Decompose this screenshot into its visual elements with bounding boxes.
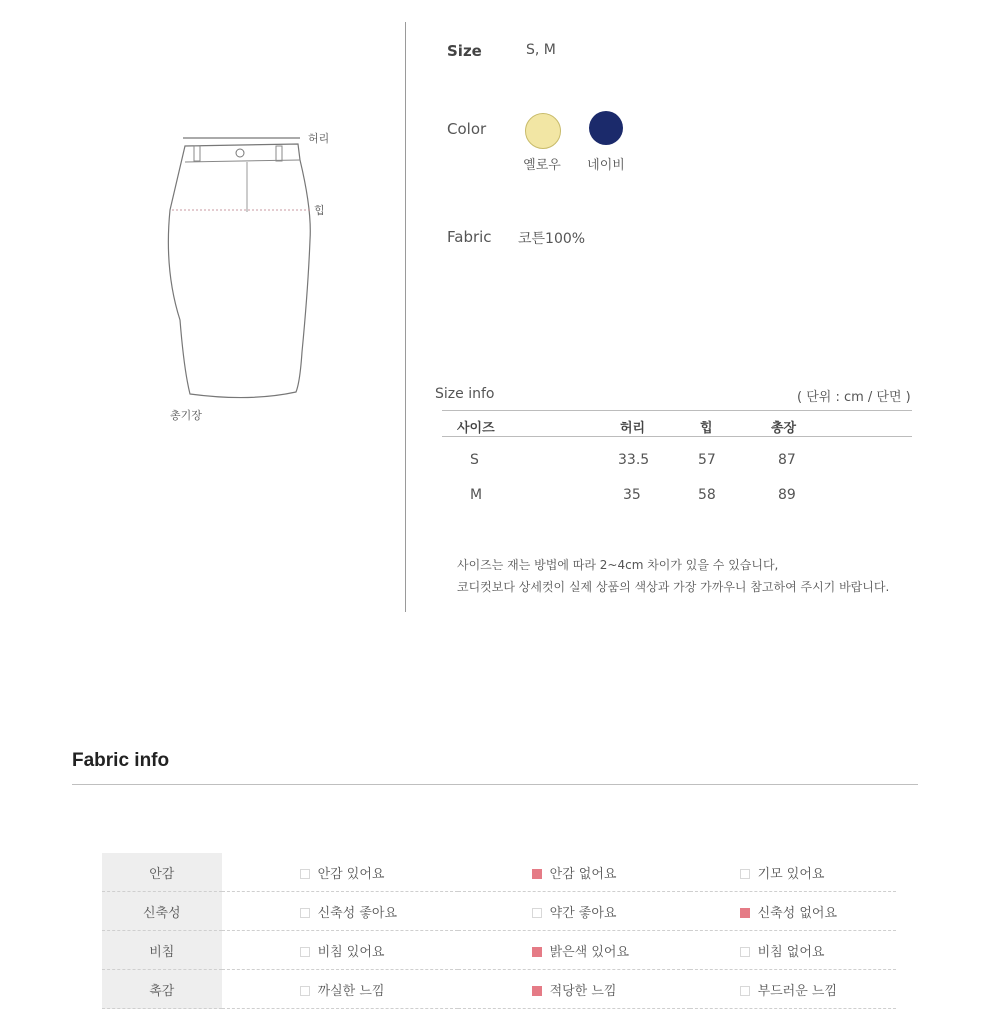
fabric-value: 코튼100% [518,231,586,247]
skirt-sketch [150,120,340,420]
fabric-info-line [72,784,918,785]
fabric-option-label: 까실한 느낌 [317,983,385,999]
size-row-s-size: S [470,452,479,468]
size-header-hip: 힙 [700,421,713,436]
fabric-row [102,931,896,970]
fabric-row [102,970,896,1009]
size-value: S, M [526,42,556,58]
fabric-option-label: 비침 없어요 [757,944,825,960]
size-row-m-hip: 58 [698,487,716,503]
fabric-option [222,892,458,931]
fabric-row-label: 촉감 [102,970,222,1009]
fabric-option-label: 밝은색 있어요 [549,944,630,960]
size-header-waist: 허리 [620,421,646,436]
fabric-option-label: 비침 있어요 [317,944,385,960]
color-label: Color [447,120,487,138]
fabric-option [458,931,690,970]
size-row-m-size: M [470,487,483,503]
fabric-option [458,853,690,892]
fabric-option-label: 적당한 느낌 [549,983,617,999]
fabric-option [222,970,458,1009]
size-row-m-length: 89 [778,487,796,503]
fabric-option [222,931,458,970]
size-header-length: 총장 [771,421,797,436]
size-row-s-waist: 33.5 [618,452,650,468]
fabric-row-label: 비침 [102,931,222,970]
fabric-option-label: 기모 있어요 [757,866,825,882]
fabric-row [102,853,896,892]
hip-label: 힙 [314,204,325,217]
fabric-option [222,853,458,892]
unchecked-box-icon [300,908,310,918]
fabric-option [458,892,690,931]
skirt-outline [168,144,310,398]
size-row-s-length: 87 [778,452,796,468]
fabric-info-table [102,853,896,1009]
checked-box-icon [532,869,542,879]
fabric-option [690,853,896,892]
unchecked-box-icon [300,986,310,996]
fabric-option [690,931,896,970]
fabric-info-title: Fabric info [72,750,170,771]
size-row-m-waist: 35 [623,487,641,503]
color-swatch-yellow [525,113,561,149]
size-note-2: 코디컷보다 상세컷이 실제 상품의 색상과 가장 가까우니 참고하여 주시기 바랍니다. [457,580,890,594]
checked-box-icon [532,986,542,996]
fabric-option-label: 부드러운 느낌 [757,983,838,999]
vertical-divider [405,22,406,612]
fabric-option-label: 약간 좋아요 [549,905,617,921]
fabric-option [690,892,896,931]
size-info-unit: ( 단위 : cm / 단면 ) [797,390,911,405]
size-note-1: 사이즈는 재는 방법에 따라 2~4cm 차이가 있을 수 있습니다, [457,558,779,572]
fabric-row [102,892,896,931]
size-table-header-line [442,436,912,437]
fabric-label: Fabric [447,228,492,246]
fabric-option [458,970,690,1009]
fabric-option-label: 안감 없어요 [549,866,617,882]
unchecked-box-icon [300,947,310,957]
length-label: 총기장 [170,409,202,422]
size-row-s-hip: 57 [698,452,716,468]
fabric-option [690,970,896,1009]
fabric-row-label: 안감 [102,853,222,892]
size-label: Size [447,42,482,60]
fabric-option-label: 신축성 없어요 [757,905,838,921]
fabric-option-label: 신축성 좋아요 [317,905,398,921]
size-notes [457,554,889,598]
size-header-size: 사이즈 [457,421,495,436]
size-table-top-line [442,410,912,411]
waist-label: 허리 [308,132,330,145]
checked-box-icon [740,908,750,918]
color-name-yellow: 옐로우 [523,158,561,173]
size-info-title: Size info [435,386,495,402]
unchecked-box-icon [740,947,750,957]
color-swatch-navy [589,111,623,145]
color-name-navy: 네이비 [587,158,625,173]
checked-box-icon [532,947,542,957]
unchecked-box-icon [300,869,310,879]
fabric-row-label: 신축성 [102,892,222,931]
unchecked-box-icon [740,869,750,879]
fabric-option-label: 안감 있어요 [317,866,385,882]
unchecked-box-icon [740,986,750,996]
unchecked-box-icon [532,908,542,918]
